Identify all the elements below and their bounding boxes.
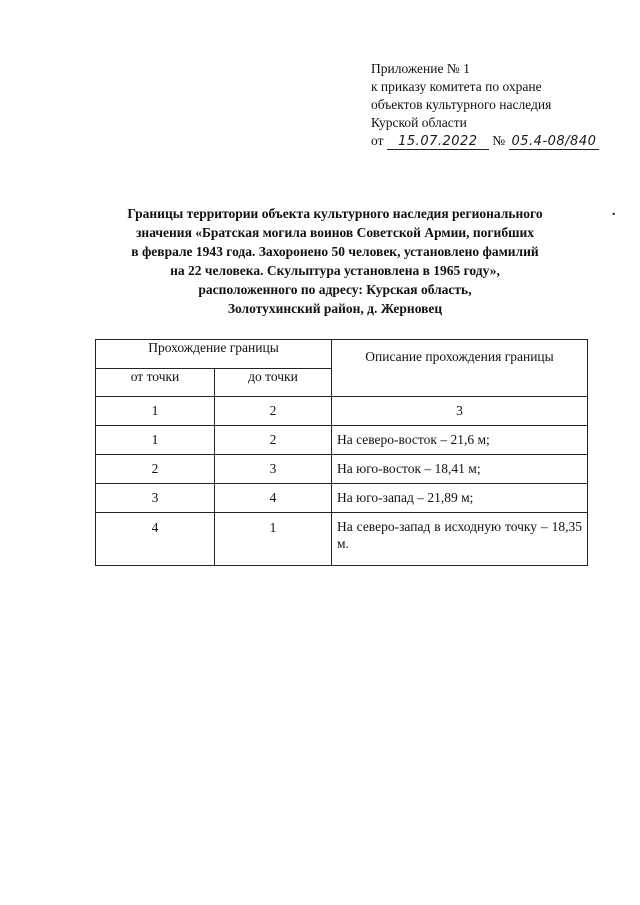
table-row bbox=[96, 426, 588, 455]
to-point-cell: 4 bbox=[215, 484, 332, 513]
description-cell: На северо-восток – 21,6 м; bbox=[332, 426, 588, 455]
handwritten-order-number: 05.4-08/840 bbox=[509, 134, 599, 150]
appendix-line-1: Приложение № 1 bbox=[371, 61, 470, 76]
header-to-point: до точки bbox=[215, 369, 332, 397]
header-from-point: от точки bbox=[96, 369, 215, 397]
title-line-3: в феврале 1943 года. Захоронено 50 человек, установлено фамилий bbox=[131, 244, 539, 259]
to-point-cell: 2 bbox=[215, 426, 332, 455]
title-line-4: на 22 человека. Скульптура установлена в 1965 году», bbox=[170, 263, 500, 278]
appendix-header bbox=[371, 60, 621, 150]
description-cell: На юго-восток – 18,41 м; bbox=[332, 455, 588, 484]
document-title bbox=[95, 204, 575, 318]
title-line-2: значения «Братская могила воинов Советской Армии, погибших bbox=[136, 225, 534, 240]
column-number: 2 bbox=[215, 397, 332, 426]
column-number: 1 bbox=[96, 397, 215, 426]
header-description: Описание прохождения границы bbox=[332, 340, 588, 397]
description-cell: На северо-запад в исходную точку – 18,35 м. bbox=[332, 513, 588, 566]
from-label: от bbox=[371, 133, 384, 148]
appendix-line-4: Курской области bbox=[371, 115, 467, 130]
to-point-cell: 1 bbox=[215, 513, 332, 566]
description-cell: На юго-запад – 21,89 м; bbox=[332, 484, 588, 513]
header-passage: Прохождение границы bbox=[96, 340, 332, 369]
column-number: 3 bbox=[332, 397, 588, 426]
order-date-number-line bbox=[371, 132, 621, 150]
appendix-line-3: объектов культурного наследия bbox=[371, 97, 552, 112]
table-row bbox=[96, 513, 588, 566]
title-line-5: расположенного по адресу: Курская область, bbox=[198, 282, 472, 297]
stray-dot: . bbox=[612, 204, 616, 219]
to-point-cell: 3 bbox=[215, 455, 332, 484]
column-number-row bbox=[96, 397, 588, 426]
from-point-cell: 3 bbox=[96, 484, 215, 513]
from-point-cell: 1 bbox=[96, 426, 215, 455]
table-header-row bbox=[96, 340, 588, 369]
from-point-cell: 2 bbox=[96, 455, 215, 484]
table-row bbox=[96, 484, 588, 513]
from-point-cell: 4 bbox=[96, 513, 215, 566]
title-line-1: Границы территории объекта культурного наследия регионального bbox=[127, 206, 543, 221]
title-line-6: Золотухинский район, д. Жерновец bbox=[227, 301, 443, 316]
appendix-line-2: к приказу комитета по охране bbox=[371, 79, 542, 94]
boundary-table bbox=[95, 339, 588, 566]
handwritten-date: 15.07.2022 bbox=[387, 134, 489, 150]
table-row bbox=[96, 455, 588, 484]
number-label: № bbox=[492, 133, 506, 148]
